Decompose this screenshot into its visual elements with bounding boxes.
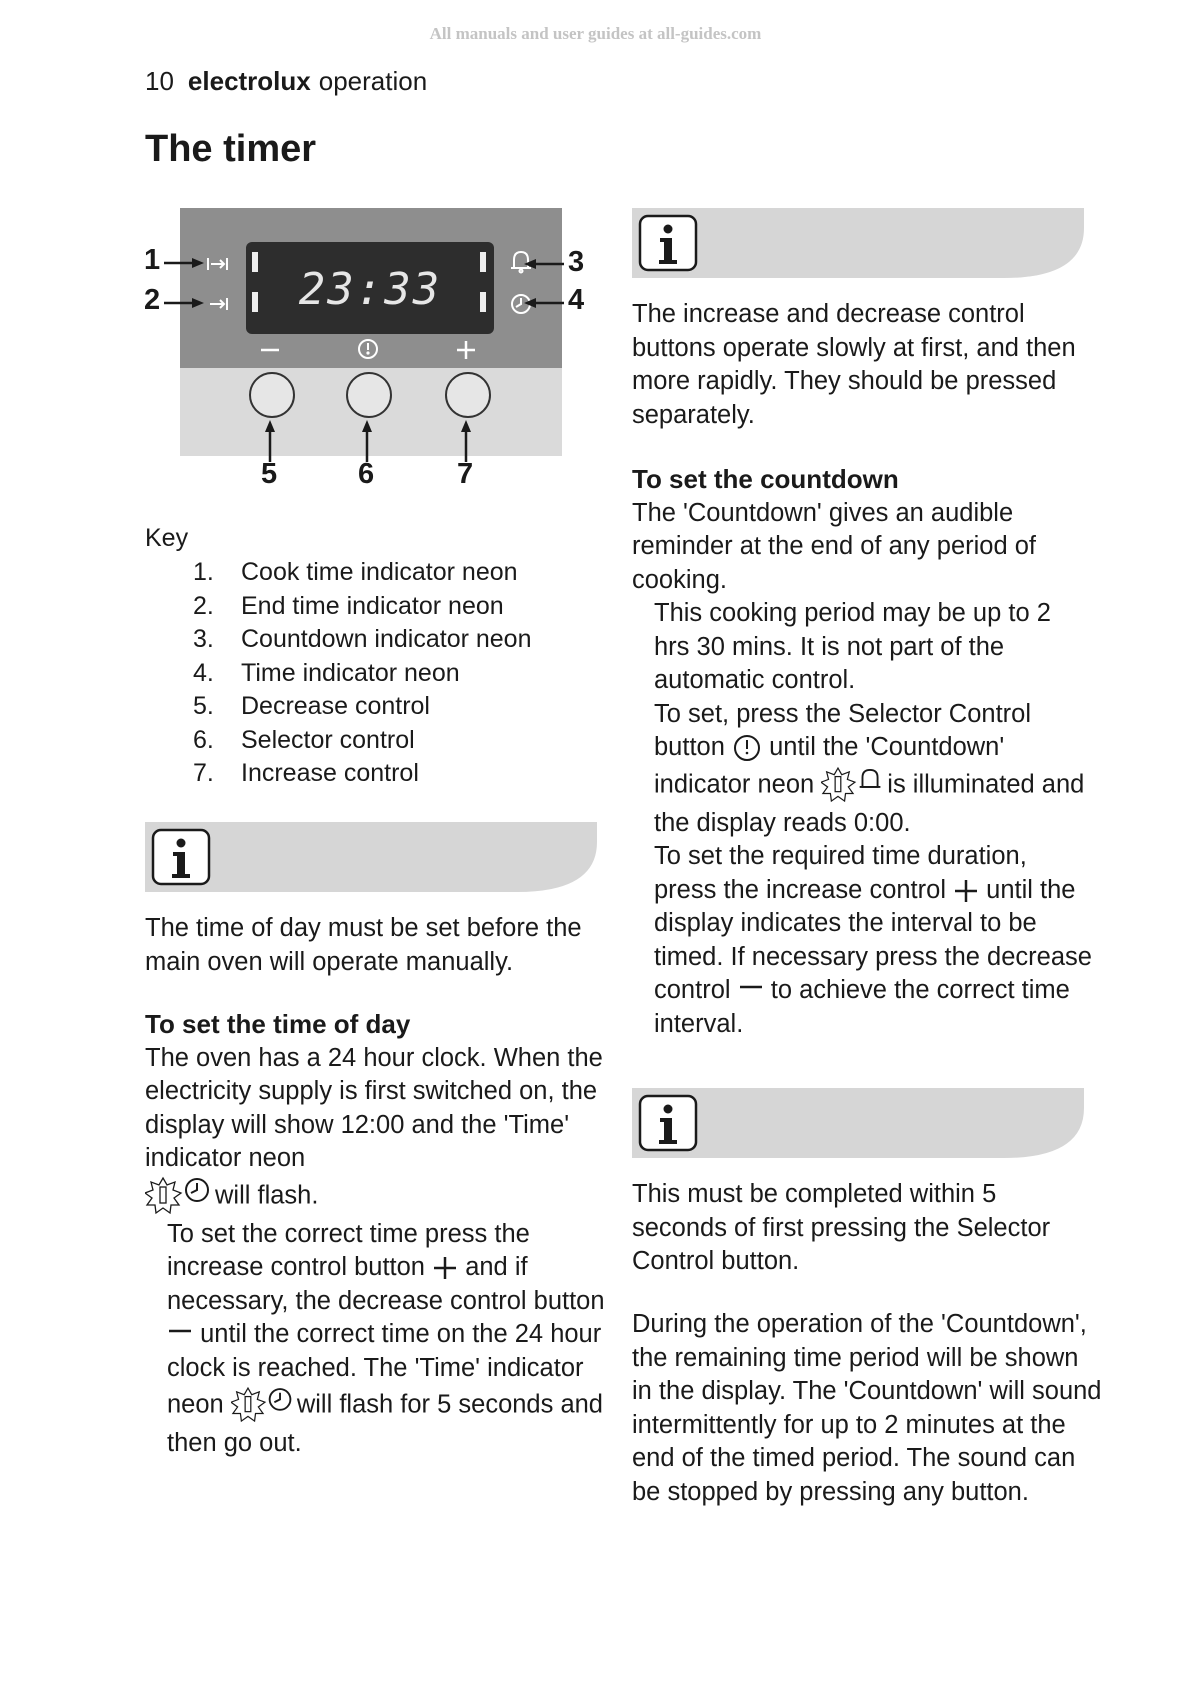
info-icon — [640, 216, 696, 270]
key-label: Key — [145, 524, 189, 552]
list-item: 4. Time indicator neon — [193, 658, 460, 687]
brand-name: electrolux — [187, 66, 311, 96]
info-box-left — [145, 822, 597, 894]
time-indicator-icon — [231, 1385, 297, 1427]
time-indicator-icon — [145, 1176, 215, 1218]
list-item: 2. End time indicator neon — [193, 591, 504, 620]
cook-time-icon — [208, 258, 227, 270]
time-of-day-p1: The oven has a 24 hour clock. When the electricity supply is first switched on, the display will show 12:00 and the 'Time' indicator neon — [145, 1043, 603, 1172]
info-icon — [153, 830, 209, 884]
page-title: The timer — [145, 128, 317, 170]
info-icon — [640, 1096, 696, 1150]
timer-panel-diagram — [134, 204, 594, 494]
info-text-right-2: This must be completed within 5 seconds of first pressing the Selector Control button. — [632, 1180, 1051, 1275]
section-countdown: To set the countdown The 'Countdown' gives an audible reminder at the end of any period of cooking. This cooking period may be up to 2 hrs 30 mins. It is not part of the automatic control. To set, press the Selector Control button until the 'Countdown' indicator neon is illuminated and the display reads 0:00. To set the required time duration, press the increase control until the display indicates the interval to be timed. If necessary press the decrease control to achieve the correct time interval. — [632, 464, 1092, 1038]
callout-4: 4 — [568, 284, 585, 316]
page-header — [145, 66, 427, 97]
info-text-right-1: The increase and decrease control buttons operate slowly at first, and then more rapidly. They should be pressed separately. — [632, 300, 1076, 429]
info-text-left: The time of day must be set before the main oven will operate manually. — [145, 914, 582, 976]
callout-2: 2 — [144, 284, 161, 316]
heading-time-of-day: To set the time of day — [145, 1009, 411, 1039]
watermark: All manuals and user guides at all-guides.com — [429, 24, 762, 43]
list-item: 6. Selector control — [193, 725, 415, 754]
callout-6: 6 — [358, 458, 375, 490]
callout-3: 3 — [568, 246, 585, 278]
info-box-right-1 — [632, 208, 1084, 280]
selector-icon — [732, 733, 762, 763]
callout-1: 1 — [144, 244, 161, 276]
plus-icon — [953, 878, 979, 904]
list-item: 7. Increase control — [193, 759, 419, 787]
display-time: 23:33 — [298, 264, 442, 315]
section-name: operation — [318, 66, 428, 96]
minus-icon — [167, 1325, 193, 1345]
end-time-icon — [210, 298, 227, 310]
section-time-of-day: To set the time of day The oven has a 24 hour clock. When the electricity supply is first switched on, the display will show 12:00 and the 'Time' indicator neon will flash. To set the correct time press the increase control button and if necessary, the decrease control button until the correct time on the 24 hour clock is reached. The 'Time' indicator neon will flash for 5 seconds and then go out. — [145, 1009, 605, 1457]
plus-icon — [432, 1255, 458, 1281]
list-item: 3. Countdown indicator neon — [193, 625, 532, 653]
page-number: 10 — [145, 66, 174, 96]
selector-icon — [359, 340, 377, 358]
info-box-right-2 — [632, 1088, 1084, 1160]
plus-icon — [457, 341, 475, 359]
countdown-indicator-icon — [821, 765, 887, 807]
list-item: 5. Decrease control — [193, 692, 430, 720]
list-item: 1. Cook time indicator neon — [193, 558, 518, 586]
callout-5: 5 — [261, 458, 278, 490]
heading-countdown: To set the countdown — [632, 464, 899, 494]
minus-icon — [738, 981, 764, 1001]
key-list — [193, 558, 531, 793]
callout-7: 7 — [457, 458, 474, 490]
countdown-operation-text: During the operation of the 'Countdown', the remaining time period will be shown in the display. The 'Countdown' will sound intermittently for up to 2 minutes at the end of the timed period. The sound can be stopped by pressing any button. — [632, 1310, 1102, 1506]
bell-icon — [511, 252, 531, 273]
